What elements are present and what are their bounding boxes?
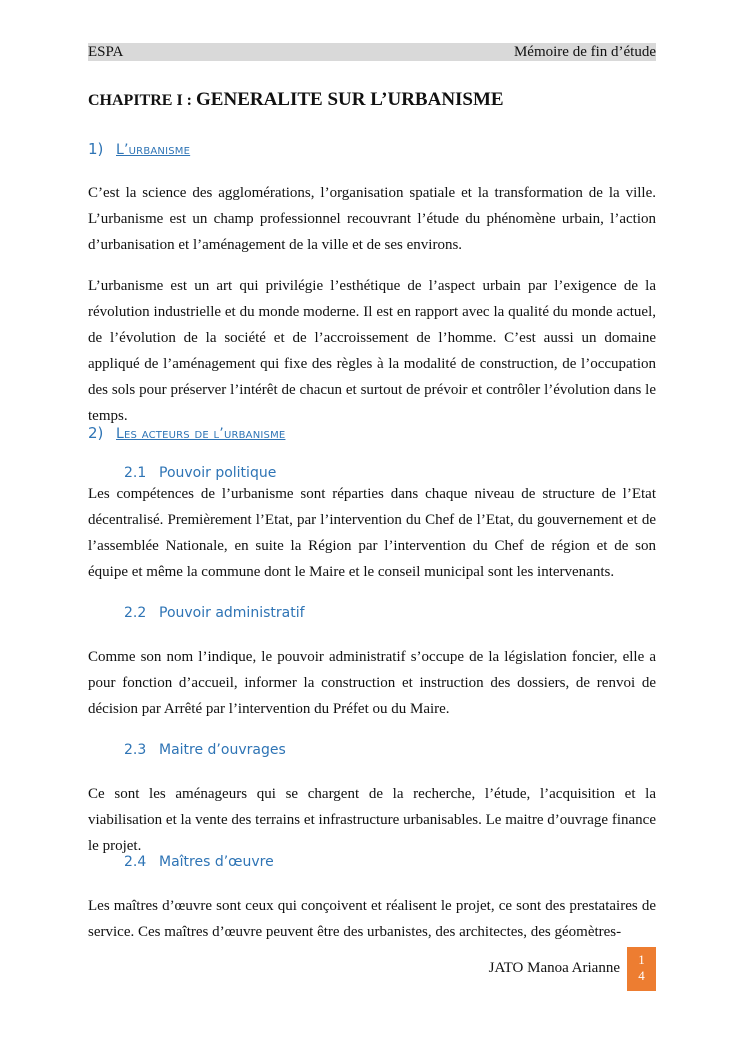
subsection-title: Pouvoir administratif: [159, 605, 305, 621]
subsection-number: 2.4: [124, 854, 147, 870]
section-title: Les acteurs de l’urbanisme: [116, 426, 286, 442]
chapter-title: [88, 88, 656, 113]
page-number-digit: 1: [638, 952, 645, 967]
paragraph-maitre-ouvrages: Ce sont les aménageurs qui se chargent de la recherche, l’étude, l’acquisition et la viabilisation et la vente des terrains et infrastructure urbanisables. Le maitre d’ouvrage finance le projet.: [88, 786, 656, 854]
header-document-type: Mémoire de fin d’étude: [513, 44, 656, 60]
section-heading-acteurs: [88, 423, 285, 444]
subsection-number: 2.3: [124, 742, 147, 758]
paragraph-pouvoir-politique: Les compétences de l’urbanisme sont réparties dans chaque niveau de structure de l’Etat décentralisé. Premièrement l’Etat, par l’intervention du Chef de l’Etat, du gouvernement et de l’assemblée Nationale, en suite la Région par l’intervention du Chef de région et de son équipe et même la commune dont le Maire et le conseil municipal sont les intervenants.: [88, 486, 656, 580]
subsection-heading-pouvoir-administratif: [124, 603, 305, 623]
paragraph-pouvoir-administratif: Comme son nom l’indique, le pouvoir administratif s’occupe de la législation foncier, elle a pour fonction d’accueil, informer la construction et instruction des dossiers, de renvoi de décision par Arrêté par l’intervention du Préfet ou du Maire.: [88, 649, 656, 717]
subsection-number: 2.2: [124, 605, 147, 621]
paragraph-definition: C’est la science des agglomérations, l’organisation spatiale et la transformation de la ville. L’urbanisme est un champ professionnel recouvrant l’étude du phénomène urbain, l’action d’urbanisation et l’aménagement de la ville et de ses environs.: [88, 185, 656, 253]
page-number-digit: 4: [638, 968, 645, 983]
chapter-name: GENERALITE SUR L’URBANISME: [196, 89, 504, 110]
page-number-badge: [627, 947, 656, 991]
footer-author: JATO Manoa Arianne: [488, 960, 620, 976]
paragraph-maitres-oeuvre: Les maîtres d’œuvre sont ceux qui conçoivent et réalisent le projet, ce sont des prestataires de service. Ces maîtres d’œuvre peuvent être des urbanistes, des architectes, des géomètres-: [88, 898, 656, 940]
chapter-prefix: CHAPITRE I :: [88, 92, 197, 109]
paragraph-art-urbain: L’urbanisme est un art qui privilégie l’esthétique de l’aspect urbain par l’exigence de la révolution industrielle et du monde moderne. Il est en rapport avec la qualité du monde actuel, de l’évolution de la société et de l’accroissement de l’homme. C’est aussi un domaine appliqué de l’aménagement qui fixe des règles à la modalité de construction, de l’occupation des sols pour préserver l’intérêt de chacun et surtout de prévoir et contrôler l’évolution dans le temps.: [88, 278, 656, 424]
subsection-title: Maîtres d’œuvre: [159, 854, 274, 870]
section-title: L’urbanisme: [116, 142, 191, 158]
section-number: 1): [88, 140, 104, 158]
subsection-heading-maitre-ouvrages: [124, 740, 286, 760]
page-header: [88, 43, 656, 61]
section-number: 2): [88, 424, 104, 442]
subsection-heading-maitres-oeuvre: [124, 852, 274, 872]
header-school: ESPA: [88, 44, 124, 60]
subsection-number: 2.1: [124, 465, 147, 481]
section-heading-urbanisme: [88, 139, 190, 160]
subsection-title: Maitre d’ouvrages: [159, 742, 286, 758]
subsection-title: Pouvoir politique: [159, 465, 277, 481]
subsection-heading-pouvoir-politique: [124, 463, 276, 483]
